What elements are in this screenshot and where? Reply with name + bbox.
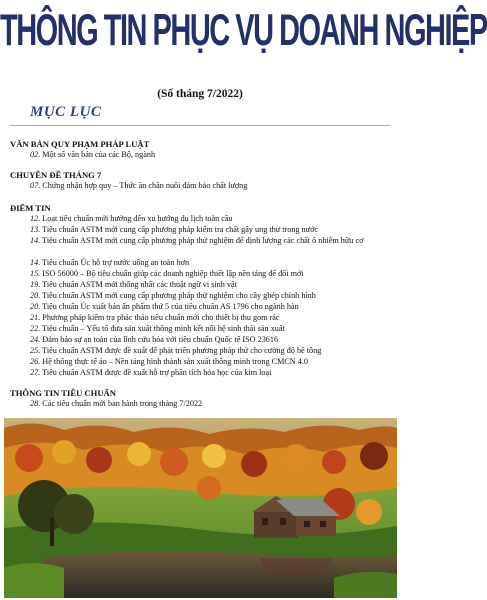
- toc-item-number: 13.: [30, 225, 41, 234]
- toc-item-text: Tiêu chuẩn – Yếu tố đưa sản xuất thông minh kết nối hệ sinh thái sản xuất: [42, 324, 285, 333]
- toc-item[interactable]: [30, 150, 392, 160]
- toc-item[interactable]: [10, 236, 372, 246]
- toc-item[interactable]: [30, 324, 392, 334]
- toc-item-number: 19.: [30, 280, 41, 289]
- autumn-landscape-with-barn-icon: [4, 418, 397, 598]
- toc-item-text: Tiêu chuẩn Úc xuất bản ấn phẩm thứ 5 của tiêu chuẩn AS 1796 cho ngành hàn: [42, 302, 299, 311]
- toc-item-text: Hệ thống thực tế ảo – Nền tảng hình thành sản xuất thông minh trong CMCN 4.0: [42, 357, 309, 366]
- toc-item-number: 24.: [30, 335, 41, 344]
- toc-item-number: 26.: [30, 357, 41, 366]
- toc-item-number: 02.: [30, 150, 41, 159]
- section-title-standards: THÔNG TIN TIÊU CHUẨN: [10, 388, 116, 398]
- toc-item[interactable]: [30, 346, 392, 356]
- toc-item[interactable]: [30, 302, 392, 312]
- toc-item-text: ISO 56000 – Bộ tiêu chuẩn giúp các doanh nghiệp thiết lập nền tảng để đổi mới: [42, 269, 304, 278]
- toc-item-text: Các tiêu chuẩn mới ban hành trong tháng 7/2022: [42, 399, 203, 408]
- autumn-landscape-photo: [4, 418, 397, 598]
- toc-item[interactable]: [30, 269, 392, 279]
- toc-item-text: Một số văn bản của các Bộ, ngành: [42, 150, 156, 159]
- toc-item-text: Tiêu chuẩn ASTM được đề xuất hỗ trợ phân tích hóa học của kim loại: [42, 368, 272, 377]
- toc-item-number: 20.: [30, 302, 41, 311]
- toc-item[interactable]: [30, 357, 392, 367]
- toc-item[interactable]: [30, 181, 392, 191]
- toc-item-text: Tiêu chuẩn Úc hỗ trợ nước uống an toàn hơn: [42, 258, 190, 267]
- toc-item-number: 22.: [30, 324, 41, 333]
- toc-item-text: Tiêu chuẩn ASTM mới thống nhất các thuật ngữ vi sinh vật: [42, 280, 237, 289]
- section-title-topic: CHUYÊN ĐỀ THÁNG 7: [10, 170, 102, 180]
- toc-item-number: 25.: [30, 346, 41, 355]
- toc-item[interactable]: [30, 258, 392, 268]
- toc-item-number: 20.: [30, 291, 41, 300]
- toc-item-number: 27.: [30, 368, 41, 377]
- toc-item[interactable]: [30, 313, 392, 323]
- toc-item-number: 14.: [30, 258, 41, 267]
- toc-item-text: Tiêu chuẩn ASTM mới cung cấp phương pháp thử nghiệm để định lượng các chất ô nhiễm hữu cơ: [42, 236, 364, 245]
- toc-item-text: Chứng nhận hợp quy – Thức ăn chăn nuôi đảm bảo chất lượng: [42, 181, 248, 190]
- toc-item-number: 14.: [30, 236, 41, 245]
- toc-item-text: Đảm bảo sự an toàn của lĩnh cứu hỏa với tiêu chuẩn Quốc tế ISO 23616: [42, 335, 279, 344]
- toc-item[interactable]: [30, 368, 392, 378]
- toc-item[interactable]: [30, 214, 392, 224]
- toc-item-text: Tiêu chuẩn ASTM được đề xuất để phát triển phương pháp thử cho cường độ bê tông: [42, 346, 322, 355]
- toc-item-number: 15.: [30, 269, 41, 278]
- toc-heading: MỤC LỤC: [30, 104, 102, 120]
- section-title-news: ĐIỂM TIN: [10, 203, 51, 213]
- toc-item[interactable]: [30, 335, 392, 345]
- toc-item-text: Tiêu chuẩn ASTM mới cung cấp phương pháp thử nghiệm cho cây ghép chính hình: [42, 291, 316, 300]
- toc-item-number: 28.: [30, 399, 41, 408]
- toc-item-text: Loạt tiêu chuẩn mới hướng đến xu hướng du lịch toàn cầu: [42, 214, 233, 223]
- toc-divider: [10, 125, 390, 126]
- toc-item-number: 07.: [30, 181, 41, 190]
- toc-item[interactable]: [30, 291, 392, 301]
- issue-label: (Số tháng 7/2022): [157, 88, 243, 100]
- toc-item[interactable]: [30, 225, 392, 235]
- toc-item[interactable]: [30, 280, 392, 290]
- page-title: THÔNG TIN PHỤC VỤ DOANH NGHIỆP: [0, 6, 487, 56]
- toc-item[interactable]: [30, 399, 392, 409]
- toc-item-text: Phương pháp kiểm tra phác thảo tiêu chuẩn mới cho thiết bị thu gom rác: [42, 313, 280, 322]
- toc-item-number: 21.: [30, 313, 41, 322]
- toc-item-text: Tiêu chuẩn ASTM mới cung cấp phương pháp kiểm tra chất gây ung thư trong nước: [42, 225, 319, 234]
- toc-item-number: 12.: [30, 214, 41, 223]
- section-title-legal: VĂN BẢN QUY PHẠM PHÁP LUẬT: [10, 139, 150, 149]
